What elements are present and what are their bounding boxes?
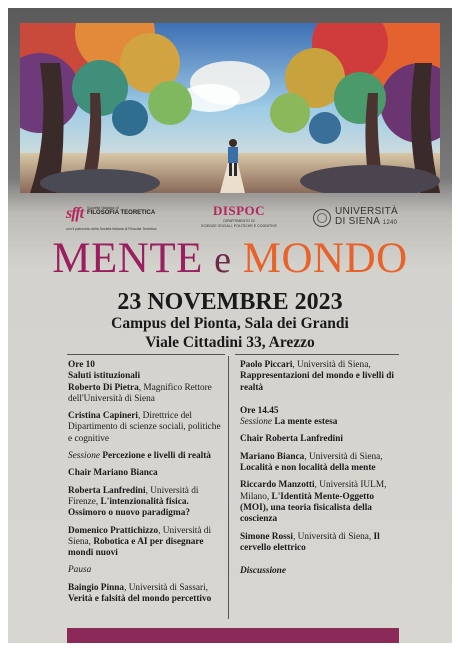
sfft-small-text: Società Italiana di <box>87 205 119 210</box>
speaker-name: Domenico Prattichizzo <box>68 525 159 536</box>
speaker-role: , Direttrice del Dipartimento di scienze sociali, politiche e cognitive <box>68 411 221 444</box>
speaker-affiliation: , Università di Siena, <box>292 531 374 542</box>
bottom-color-bar <box>67 628 399 643</box>
talk-title: Robotica e AI per disegnare mondi nuovi <box>68 536 204 559</box>
column-divider <box>228 356 229 619</box>
program-block <box>68 486 224 520</box>
speaker-affiliation: , Università di Siena, <box>304 451 383 462</box>
speaker-name: Riccardo Manzotti <box>240 480 315 491</box>
siena-line-1: UNIVERSITÀ <box>335 206 399 217</box>
speaker-affiliation: , Università IULM, Milano, <box>240 480 387 502</box>
program-block <box>240 480 400 525</box>
session-chair: Chair Mariano Bianca <box>68 468 158 479</box>
title-mondo: MONDO <box>242 235 408 282</box>
talk-title: Verità e falsità del mondo percettivo <box>68 594 212 605</box>
sfft-name: FILOSOFIA TEORETICA <box>87 210 156 216</box>
talk-title: L'intenzionalità fisica. Ossimoro o nuovo paradigma? <box>68 496 190 519</box>
sfft-mark: sfft <box>66 205 84 222</box>
session-title: Percezione e livelli di realtà <box>100 451 211 462</box>
dispoc-logo <box>194 203 284 228</box>
speaker-name: Cristina Capineri <box>68 411 138 422</box>
title-e: e <box>214 239 232 281</box>
sfft-logo <box>66 205 155 223</box>
siena-year: 1240 <box>382 220 398 226</box>
program-block <box>240 532 400 555</box>
dispoc-sub-1: DIPARTIMENTO DI <box>223 219 255 223</box>
dispoc-mark: DISPOC <box>212 203 266 218</box>
venue-line-1: Campus del Pionta, Sala dei Grandi <box>111 315 349 332</box>
session-title: Saluti istituzionali <box>68 371 141 382</box>
title-mente: MENTE <box>52 235 203 282</box>
program-block <box>68 583 224 606</box>
session-time: Ore 14.45 <box>240 405 279 416</box>
event-poster <box>8 8 452 643</box>
speaker-name: Simone Rossi <box>240 531 293 542</box>
speaker-name: Mariano Bianca <box>240 451 305 462</box>
session-title: La mente estesa <box>272 417 338 428</box>
venue-line-2: Viale Cittadini 33, Arezzo <box>145 334 315 351</box>
session-label: Sessione <box>240 417 273 428</box>
talk-title: Il cervello elettrico <box>240 531 380 553</box>
speaker-name: Baingio Pinna <box>68 582 125 593</box>
forest-painting <box>20 23 440 193</box>
program-block <box>68 451 224 462</box>
session-chair: Chair Roberta Lanfredini <box>240 434 343 445</box>
talk-title: Località e non località della mente <box>240 463 376 474</box>
speaker-name: Paolo Piccari <box>240 360 293 370</box>
sfft-patronage: con il patrocinio della Società Italiana di Filosofia Teoretica <box>66 227 157 231</box>
program-block <box>240 360 400 394</box>
program-block <box>68 526 224 560</box>
speaker-affiliation: , Università di Siena, <box>292 360 371 370</box>
speaker-name: Roberto Di Pietra <box>68 382 139 393</box>
dispoc-sub-2: SCIENZE SOCIALI, POLITICHE E COGNITIVE <box>201 223 277 228</box>
event-date: 23 NOVEMBRE 2023 <box>117 289 343 315</box>
event-venue <box>8 314 452 352</box>
talk-title: L'Identità Mente-Oggetto (MOI), una teoria fisicalista della coscienza <box>240 491 375 525</box>
event-title <box>8 237 452 282</box>
speaker-role: , Magnifico Rettore dell'Università di Siena <box>68 382 212 404</box>
speaker-name: Roberta Lanfredini <box>68 485 146 496</box>
program-left <box>68 360 224 611</box>
session-time: Ore 10 <box>68 360 95 370</box>
university-seal-icon <box>313 209 331 227</box>
program-block <box>68 360 224 405</box>
program-right <box>240 360 400 583</box>
program-block <box>240 452 400 475</box>
speaker-affiliation: , Università di Sassari, <box>124 582 208 593</box>
session-label: Sessione <box>68 451 101 462</box>
siena-logo <box>313 207 398 228</box>
program-block <box>68 411 224 445</box>
pause-label: Pausa <box>68 565 92 576</box>
closing-label: Discussione <box>240 566 286 577</box>
speaker-affiliation: , Università di Firenze, <box>68 485 199 507</box>
speaker-affiliation: , Università di Siena, <box>68 525 212 547</box>
left-rule <box>67 354 225 355</box>
program-block <box>240 406 400 429</box>
talk-title: Rappresentazioni del mondo e livelli di realtà <box>240 371 395 393</box>
right-rule <box>235 354 399 355</box>
siena-line-2: DI SIENA <box>335 216 380 227</box>
